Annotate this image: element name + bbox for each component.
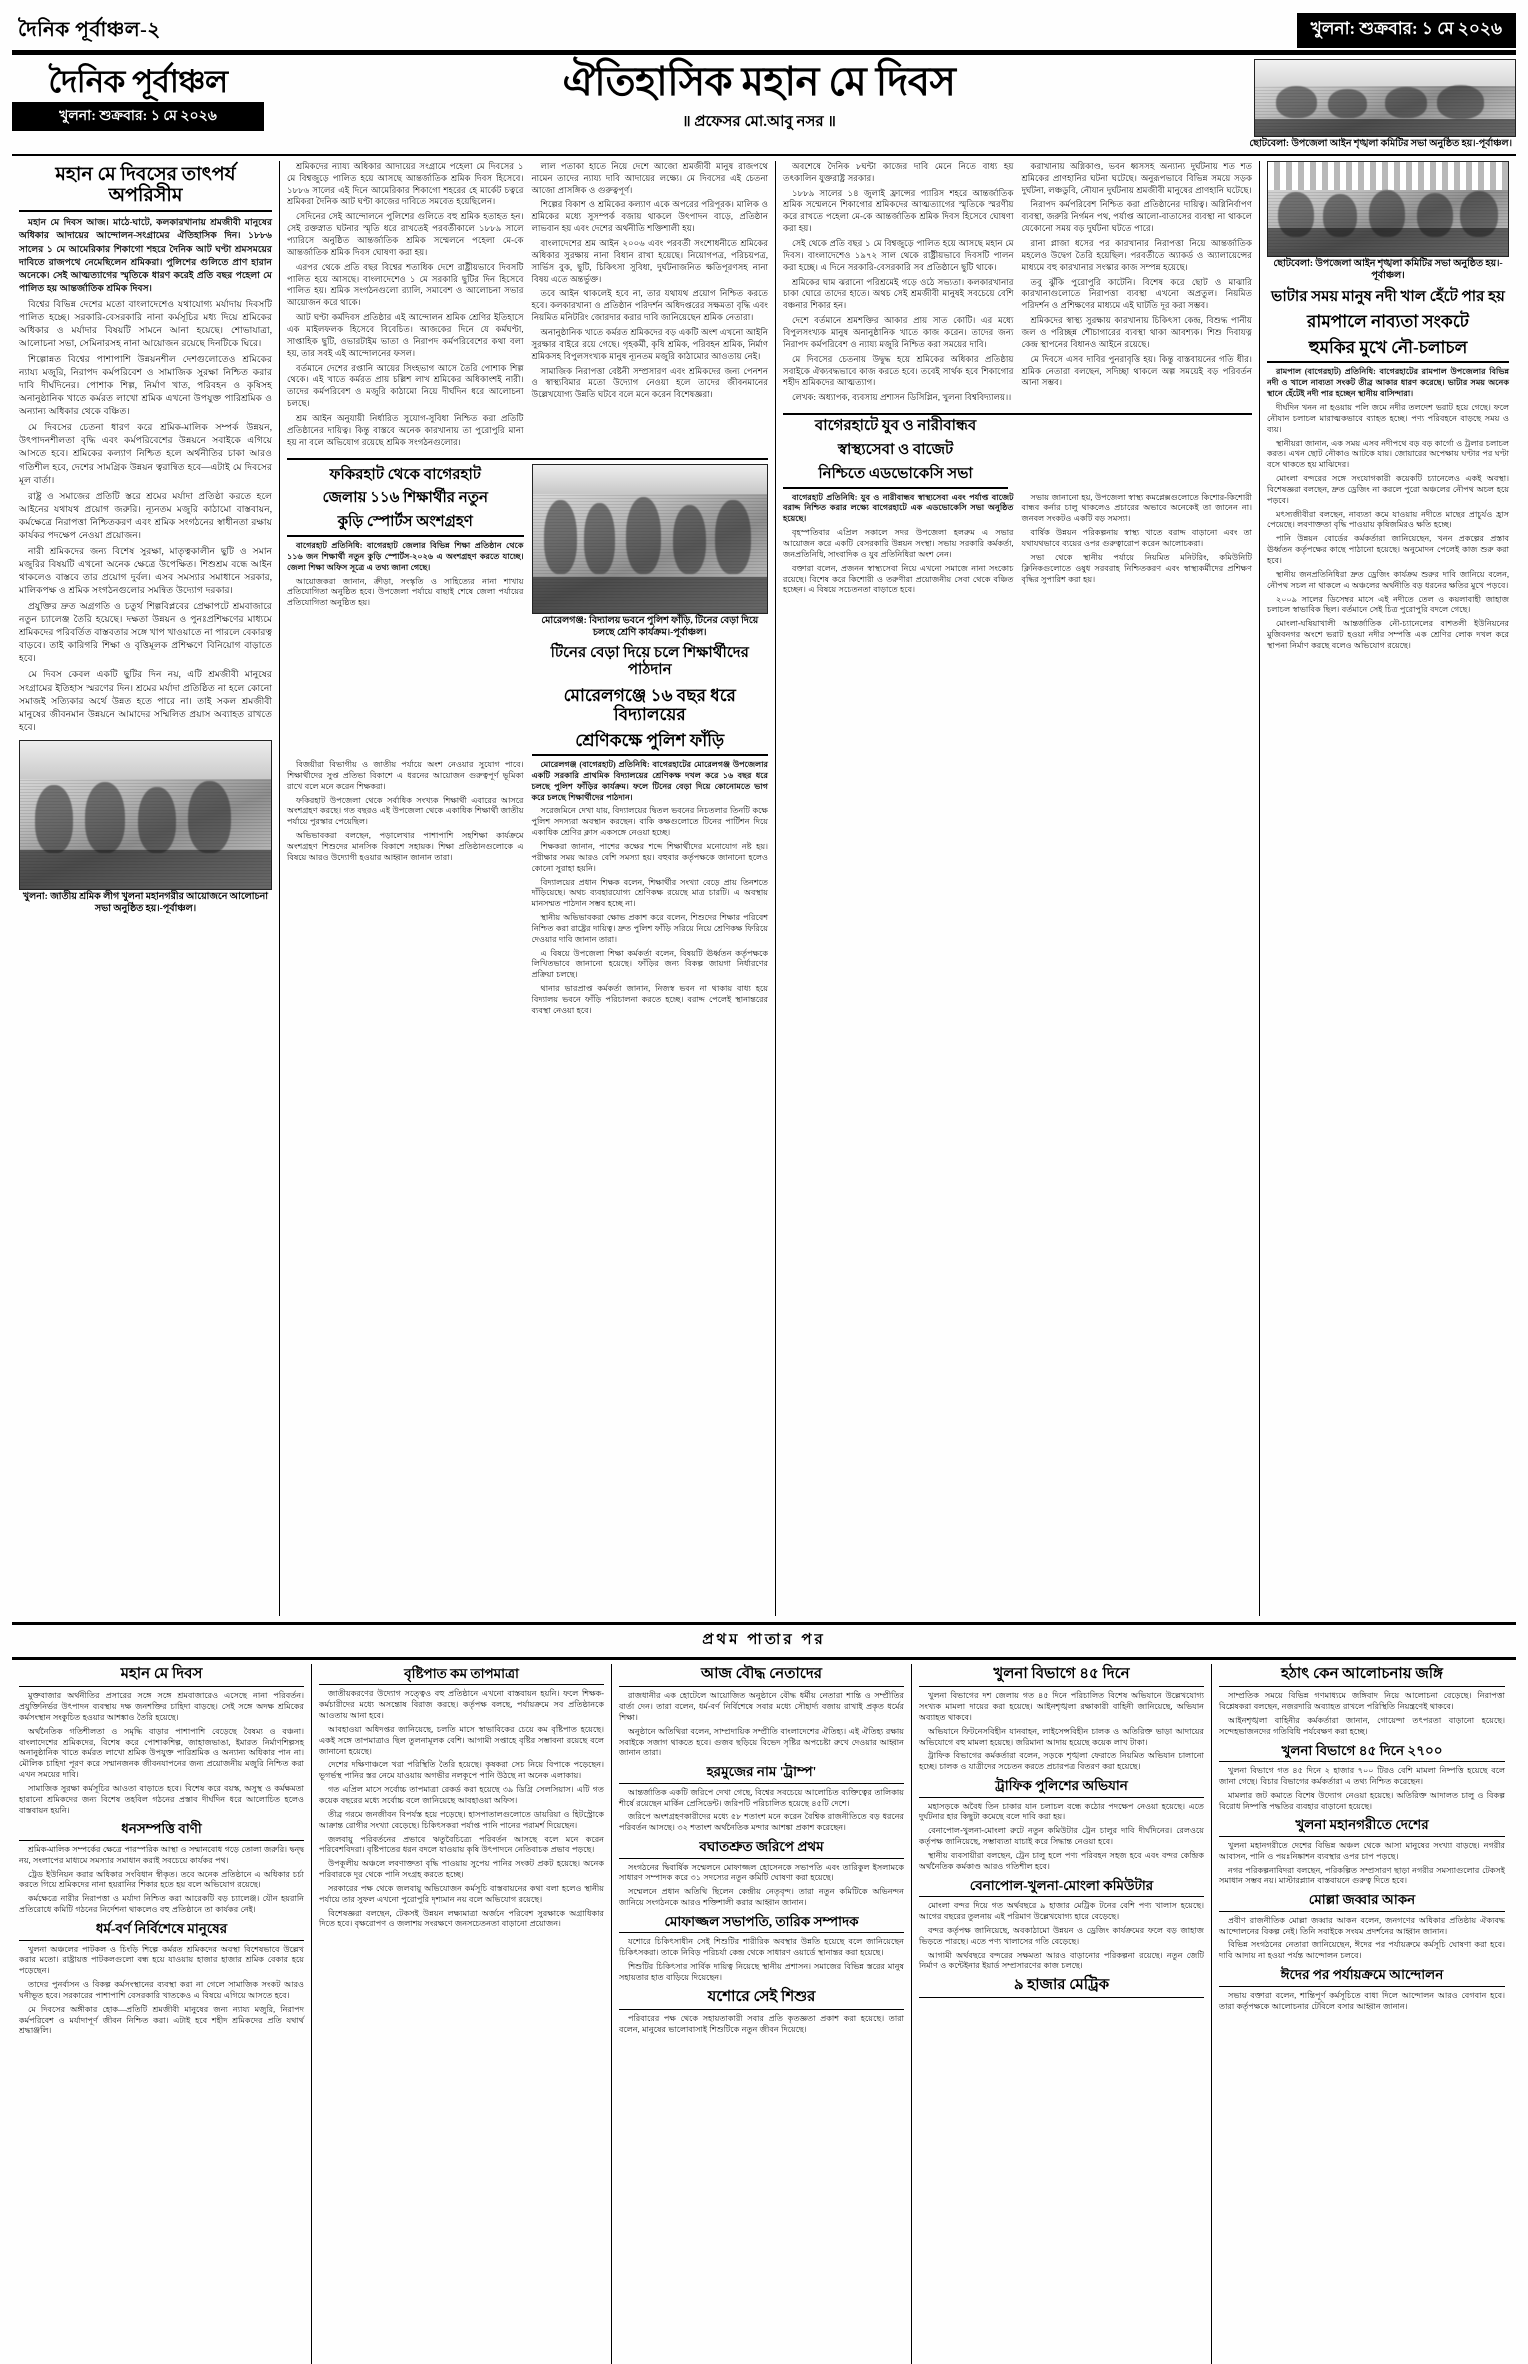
folio-page-label: দৈনিক পূর্বাঞ্চল-২ bbox=[18, 19, 161, 41]
paragraph: সামাজিক সুরক্ষা কর্মসূচির আওতা বাড়াতে হবে। বিশেষ করে বয়স্ক, অসুস্থ ও কর্মক্ষমতা হারানো শ্রমিকদের জন্য বিশেষ তহবিল গঠনের প্রস্তাব দীর্ঘদিন ধরে আলোচিত হলেও বাস্তবায়ন হয়নি। bbox=[19, 1783, 304, 1815]
paragraph: অনানুষ্ঠানিক খাতে কর্মরত শ্রমিকদের বড় একটি অংশ এখনো আইনি সুরক্ষার বাইরে রয়ে গেছে। গৃহকর্মী, কৃষি শ্রমিক, পরিবহন শ্রমিক, নির্মাণ শ্রমিকসহ বিপুলসংখ্যক মানুষ ন্যূনতম মজুরি কাঠামোর আওতায় নেই। bbox=[531, 327, 768, 361]
center-right-subcolumns bbox=[783, 161, 1252, 407]
jump-headline: মোল্লা জব্বার আকন bbox=[1219, 1890, 1505, 1912]
folio-date: খুলনা: শুক্রবার: ১ মে ২০২৬ bbox=[1297, 13, 1516, 48]
paragraph: লেখক: অধ্যাপক, ব্যবসায় প্রশাসন ডিসিপ্লিন, খুলনা বিশ্ববিদ্যালয়।। bbox=[792, 392, 1012, 403]
paragraph: শ্রমিকদের ন্যায্য অধিকার আদায়ের সংগ্রামে পহেলা মে দিবসের ১ মে বিশ্বজুড়ে পালিত হয়ে আসছে আন্তর্জাতিক শ্রমিক দিবস হিসেবে। ১৮৮৬ সালের এই দিনে আমেরিকার শিকাগো শহরের হে মার্কেট চত্বরে শ্রমিকরা দৈনিক আট ঘণ্টা কাজের দাবিতে সমবেত হয়েছিলেন। bbox=[287, 160, 524, 207]
folio-rule bbox=[12, 50, 1516, 55]
right-column-photo-caption: ছোটবেলা: উপজেলা আইন শৃঙ্খলা কমিটির সভা অনুষ্ঠিত হয়।-পূর্বাঞ্চল। bbox=[1273, 258, 1503, 281]
jump-headline: মোফাজ্জল সভাপতি, তারিক সম্পাদক bbox=[619, 1912, 904, 1934]
jump-body bbox=[919, 1901, 1204, 1972]
column-left bbox=[12, 161, 280, 1616]
paragraph: তীব্র গরমে জনজীবন বিপর্যস্ত হয়ে পড়েছে। হাসপাতালগুলোতে ডায়রিয়া ও হিটস্ট্রোকে আক্রান্ত রোগীর সংখ্যা বেড়েছে। চিকিৎসকরা পর্যাপ্ত পানি পানের পরামর্শ দিয়েছেন। bbox=[319, 1809, 604, 1830]
jump-body bbox=[619, 1937, 904, 1983]
jump-grid bbox=[12, 1664, 1516, 2364]
paragraph: সম্মেলনে প্রধান অতিথি ছিলেন কেন্দ্রীয় নেতৃবৃন্দ। তারা নতুন কমিটিকে অভিনন্দন জানিয়ে সংগঠনকে আরও শক্তিশালী করার আহ্বান জানান। bbox=[619, 1887, 904, 1908]
fakirhat-body bbox=[287, 541, 524, 609]
paragraph: খুলনা বিভাগের দশ জেলায় গত ৪৫ দিনে পরিচালিত বিশেষ অভিযানে উল্লেখযোগ্য সংখ্যক মামলা দায়ের করা হয়েছে। আইনশৃঙ্খলা রক্ষাকারী বাহিনী জানিয়েছে, অভিযান অব্যাহত থাকবে। bbox=[919, 1691, 1204, 1722]
jump-headline: ট্রাফিক পুলিশের অভিযান bbox=[919, 1776, 1204, 1798]
paragraph: বেনাপোল-খুলনা-মোংলা রুটে নতুন কমিউটার ট্রেন চালুর দাবি দীর্ঘদিনের। রেলওয়ে কর্তৃপক্ষ জানিয়েছে, সম্ভাব্যতা যাচাই করে সিদ্ধান্ত নেওয়া হবে। bbox=[919, 1826, 1204, 1847]
paragraph: মে দিবস কেবল একটি ছুটির দিন নয়, এটি শ্রমজীবী মানুষের সংগ্রামের ইতিহাস স্মরণের দিন। শ্রমের মর্যাদা প্রতিষ্ঠিত না হলে কোনো সমাজই সত্যিকার অর্থে উন্নত হতে পারে না। তাই সকল শ্রমজীবী মানুষের জীবনমান উন্নয়নে আমাদের সম্মিলিত প্রয়াস অব্যাহত রাখতে হবে। bbox=[19, 669, 272, 732]
jump-headline: যশোরে সেই শিশুর bbox=[619, 1987, 904, 2010]
paragraph: দীর্ঘদিন খনন না হওয়ায় পলি জমে নদীর তলদেশ ভরাট হয়ে গেছে। ফলে নৌযান চলাচল মারাত্মকভাবে ব্যাহত হচ্ছে। পণ্য পরিবহনে বাড়ছে সময় ও ব্যয়। bbox=[1267, 403, 1509, 434]
paragraph: বিশেষজ্ঞরা বলছেন, টেকসই উন্নয়ন লক্ষ্যমাত্রা অর্জনে পরিবেশ সুরক্ষাকে অগ্রাধিকার দিতে হবে। বৃক্ষরোপণ ও জলাশয় সংরক্ষণে জনসচেতনতা বাড়ানো প্রয়োজন। bbox=[319, 1908, 604, 1929]
paragraph: বিশ্বের বিভিন্ন দেশের মতো বাংলাদেশেও যথাযোগ্য মর্যাদায় দিবসটি পালিত হচ্ছে। সরকারি-বেসরকারি নানা কর্মসূচির মধ্য দিয়ে শ্রমিকের অধিকার ও মর্যাদার বিষয়টি সামনে আনা হয়েছে। শোভাযাত্রা, আলোচনা সভা, সেমিনারসহ নানা আয়োজন রয়েছে দিনটিকে ঘিরে। bbox=[19, 298, 272, 348]
paragraph: প্রবীণ রাজনীতিক মোল্লা জব্বার আকন বলেন, জনগণের অধিকার প্রতিষ্ঠায় ঐক্যবদ্ধ আন্দোলনের বিকল্প নেই। তিনি সবাইকে সংযম প্রদর্শনের আহ্বান জানান। bbox=[1219, 1915, 1505, 1936]
paragraph: নগর পরিকল্পনাবিদরা বলছেন, পরিকল্পিত সম্প্রসারণ ছাড়া নগরীর সমস্যাগুলোর টেকসই সমাধান সম্ভব নয়। মাস্টারপ্ল্যান বাস্তবায়নে গুরুত্ব দিতে হবে। bbox=[1219, 1865, 1505, 1886]
paragraph: জরিপে অংশগ্রহণকারীদের মধ্যে ৫৮ শতাংশ মনে করেন বৈশ্বিক রাজনীতিতে বড় ধরনের পরিবর্তন আসছে। ৩২ শতাংশ অর্থনৈতিক মন্দার আশঙ্কা প্রকাশ করেছেন। bbox=[619, 1812, 904, 1833]
paragraph: বন্দর কর্তৃপক্ষ জানিয়েছে, অবকাঠামো উন্নয়ন ও ড্রেজিং কার্যক্রমের ফলে বড় জাহাজ ভিড়তে পারছে। এতে পণ্য খালাসের গতি বেড়েছে। bbox=[919, 1925, 1204, 1946]
masthead-bottom-rule bbox=[12, 154, 1516, 156]
jump-body bbox=[919, 1802, 1204, 1873]
paragraph: সভা থেকে স্থানীয় পর্যায়ে নিয়মিত মনিটরিং, কমিউনিটি ক্লিনিকগুলোতে ওষুধ সরবরাহ নিশ্চিতকরণ এবং স্বাস্থ্যকর্মীদের প্রশিক্ষণ বৃদ্ধির সুপারিশ করা হয়। bbox=[1021, 552, 1252, 584]
paragraph: পানি উন্নয়ন বোর্ডের কর্মকর্তারা জানিয়েছেন, খনন প্রকল্পের প্রস্তাব ঊর্ধ্বতন কর্তৃপক্ষের কাছে পাঠানো হয়েছে। অনুমোদন পেলেই কাজ শুরু করা হবে। bbox=[1267, 534, 1509, 565]
paragraph: রামপাল (বাগেরহাট) প্রতিনিধি: বাগেরহাটের রামপাল উপজেলার বিভিন্ন নদী ও খালে নাব্যতা সংকট তীব্র আকার ধারণ করেছে। ভাটার সময় অনেক স্থানে হেঁটেই নদী পার হচ্ছেন স্থানীয় বাসিন্দারা। bbox=[1267, 367, 1509, 399]
paragraph: বৃহস্পতিবার এপ্রিল সকালে সদর উপজেলা হলরুম এ সভার আয়োজন করে একটি বেসরকারি উন্নয়ন সংস্থা। সভায় সরকারি কর্মকর্তা, জনপ্রতিনিধি, সাংবাদিক ও যুব প্রতিনিধিরা অংশ নেন। bbox=[783, 528, 1014, 559]
paragraph: মে দিবসের চেতনা ধারণ করে শ্রমিক-মালিক সম্পর্ক উন্নয়ন, উৎপাদনশীলতা বৃদ্ধি এবং কর্মপরিবেশের উন্নয়নে সবাইকে এগিয়ে আসতে হবে। শ্রমিকের কল্যাণ নিশ্চিত হলে অর্থনীতির চাকা আরও গতিশীল হবে, দেশের সামগ্রিক উন্নয়ন ত্বরান্বিত হবে—এটাই মে দিবসের মূল বার্তা। bbox=[19, 422, 272, 485]
paragraph: তবে আইন থাকলেই হবে না, তার যথাযথ প্রয়োগ নিশ্চিত করতে হবে। কলকারখানা ও প্রতিষ্ঠান পরিদর্শন অধিদপ্তরের সক্ষমতা বৃদ্ধি এবং নিয়মিত মনিটরিং জোরদার করার দাবি জানিয়েছেন শ্রমিক নেতারা। bbox=[531, 288, 768, 323]
paragraph: আবহাওয়া অধিদপ্তর জানিয়েছে, চলতি মাসে স্বাভাবিকের চেয়ে কম বৃষ্টিপাত হয়েছে। একই সঙ্গে তাপমাত্রাও ছিল তুলনামূলক বেশি। আগামী সপ্তাহে বৃষ্টির সম্ভাবনা রয়েছে বলে জানানো হয়েছে। bbox=[319, 1724, 604, 1756]
tiner-bera-headline-3: শ্রেণিকক্ষে পুলিশ ফাঁড়ি bbox=[532, 728, 769, 756]
bagerhat-youth-body-cols bbox=[783, 493, 1252, 600]
paragraph: ফকিরহাট উপজেলা থেকে সর্বাধিক সংখ্যক শিক্ষার্থী এবারের আসরে অংশগ্রহণ করছে। গত বছরও এই উপজেলা থেকে একাধিক শিক্ষার্থী জাতীয় পর্যায়ে পুরস্কার পেয়েছিল। bbox=[287, 795, 524, 827]
fakirhat-body-continued bbox=[287, 760, 524, 1020]
paragraph: এরপর থেকে প্রতি বছর বিশ্বের শতাধিক দেশে রাষ্ট্রীয়ভাবে দিবসটি পালিত হয়ে আসছে। বাংলাদেশেও ১ মে সরকারি ছুটির দিন হিসেবে পালিত হয়। শ্রমিক সংগঠনগুলো র‍্যালি, সমাবেশ ও আলোচনা সভার আয়োজন করে থাকে। bbox=[287, 261, 524, 308]
main-content bbox=[12, 161, 1516, 1616]
paragraph: সংগঠনের দ্বিবার্ষিক সম্মেলনে মোফাজ্জল হোসেনকে সভাপতি এবং তারিকুল ইসলামকে সাধারণ সম্পাদক করে ৩১ সদস্যের নতুন কমিটি ঘোষণা করা হয়েছে। bbox=[619, 1862, 904, 1883]
paragraph: এ বিষয়ে উপজেলা শিক্ষা কর্মকর্তা বলেন, বিষয়টি ঊর্ধ্বতন কর্তৃপক্ষকে লিখিতভাবে জানানো হয়েছে। ফাঁড়ির জন্য বিকল্প জায়গা নির্ধারণের প্রক্রিয়া চলছে। bbox=[531, 948, 768, 980]
paragraph: তবু ঝুঁকি পুরোপুরি কাটেনি। বিশেষ করে ছোট ও মাঝারি কারখানাগুলোতে নিরাপত্তা ব্যবস্থা এখনো অপ্রতুল। নিয়মিত পরিদর্শন ও প্রশিক্ষণের মাধ্যমে এই ঘাটতি দূর করা সম্ভব। bbox=[1021, 276, 1252, 311]
paragraph: অবশেষে দৈনিক ৮ঘন্টা কাজের দাবি মেনে নিতে বাধ্য হয় তৎকালিন যুক্তরাষ্ট্র সরকার। bbox=[783, 160, 1014, 183]
center-col-b-body bbox=[532, 161, 769, 452]
folio-bar bbox=[12, 14, 1516, 48]
paragraph: ২০০৯ সালের ডিসেম্বর মাসে এই নদীতে তেল ও কয়লাবাহী জাহাজ চলাচল স্বাভাবিক ছিল। বর্তমানে সেই চিত্র পুরোপুরি বদলে গেছে। bbox=[1267, 594, 1509, 615]
jump-body bbox=[1219, 1841, 1505, 1887]
left-column-body bbox=[19, 216, 272, 733]
paragraph: কর্মক্ষেত্রে নারীর নিরাপত্তা ও মর্যাদা নিশ্চিত করা আরেকটি বড় চ্যালেঞ্জ। যৌন হয়রানি প্রতিরোধে কমিটি গঠনের নির্দেশনা থাকলেও বহু প্রতিষ্ঠানে তা কার্যকর নেই। bbox=[19, 1894, 304, 1915]
paragraph: মে দিবসের অঙ্গীকার হোক—প্রতিটি শ্রমজীবী মানুষের জন্য ন্যায্য মজুরি, নিরাপদ কর্মপরিবেশ ও মর্যাদাপূর্ণ জীবন নিশ্চিত করা। এটাই হবে শহীদ শ্রমিকদের প্রতি যথার্থ শ্রদ্ধাঞ্জলি। bbox=[19, 2004, 304, 2036]
paragraph: দেশের দক্ষিণাঞ্চলে খরা পরিস্থিতি তৈরি হয়েছে। কৃষকরা সেচ নিয়ে বিপাকে পড়েছেন। ভূগর্ভস্থ পানির স্তর নেমে যাওয়ায় অগভীর নলকূপে পানি উঠছে না অনেক এলাকায়। bbox=[319, 1760, 604, 1781]
paragraph: শ্রম আইন অনুযায়ী নির্ধারিত সুযোগ-সুবিধা নিশ্চিত করা প্রতিটি প্রতিষ্ঠানের দায়িত্ব। কিন্তু বাস্তবে অনেক কারখানায় তা পুরোপুরি মানা হয় না বলে অভিযোগ রয়েছে শ্রমিক সংগঠনগুলোর। bbox=[287, 413, 524, 447]
jump-column-1 bbox=[12, 1664, 312, 2364]
jump-body bbox=[319, 1689, 604, 1930]
paragraph: ট্রাফিক বিভাগের কর্মকর্তারা বলেন, সড়কে শৃঙ্খলা ফেরাতে নিয়মিত অভিযান চালানো হচ্ছে। চালক ও যাত্রীদের সচেতন করতে প্রচারপত্র বিতরণ করা হয়েছে। bbox=[919, 1751, 1204, 1772]
paragraph: শ্রমিকদের স্বাস্থ্য সুরক্ষায় কারখানায় চিকিৎসা কেন্দ্র, বিশুদ্ধ পানীয় জল ও পরিচ্ছন্ন শৌচাগারের ব্যবস্থা থাকা আবশ্যক। শিশু দিবাযত্ন কেন্দ্র স্থাপনের বিধানও আইনে রয়েছে। bbox=[1021, 315, 1252, 349]
center-lower-continued bbox=[287, 760, 768, 1020]
fakirhat-box-rule bbox=[287, 458, 768, 460]
masthead-logo-block bbox=[12, 59, 264, 137]
paragraph: সভায় বক্তারা বলেন, শান্তিপূর্ণ কর্মসূচিতে বাধা দিলে আন্দোলন আরও বেগবান হবে। তারা কর্তৃপক্ষকে আলোচনার টেবিলে বসার আহ্বান জানান। bbox=[1219, 1990, 1505, 2011]
paragraph: মোংলা বন্দরের সঙ্গে সংযোগকারী কয়েকটি চ্যানেলেও একই অবস্থা। বিশেষজ্ঞরা বলছেন, দ্রুত ড্রেজিং না করলে পুরো অঞ্চলের নৌপথ অচল হয়ে পড়বে। bbox=[1267, 474, 1509, 505]
column-center-left bbox=[280, 161, 776, 1616]
paragraph: নিরাপদ কর্মপরিবেশ নিশ্চিত করা প্রতিষ্ঠানের দায়িত্ব। অগ্নিনির্বাপণ ব্যবস্থা, জরুরি নির্গমন পথ, পর্যাপ্ত আলো-বাতাসের ব্যবস্থা না থাকলে যেকোনো সময় বড় দুর্ঘটনা ঘটতে পারে। bbox=[1021, 199, 1252, 234]
paragraph: শ্রমিকের ঘাম ঝরানো পরিশ্রমেই গড়ে ওঠে সভ্যতা। কলকারখানার চাকা ঘোরে তাদের হাতে। অথচ সেই শ্রমজীবী মানুষই সবচেয়ে বেশি বঞ্চনার শিকার হন। bbox=[783, 276, 1014, 311]
jump-headline: বৃষ্টিপাত কম তাপমাত্রা bbox=[319, 1664, 604, 1686]
lead-byline: ॥ প্রফেসর মো.আবু নসর ॥ bbox=[682, 114, 836, 130]
jump-headline: খুলনা মহানগরীতে দেশের bbox=[1219, 1815, 1505, 1837]
masthead-lead-headline-block bbox=[272, 59, 1246, 137]
paragraph: সেই থেকে প্রতি বছর ১ মে বিশ্বজুড়ে পালিত হয়ে আসছে মহান মে দিবস। বাংলাদেশেও ১৯৭২ সাল থেকে রাষ্ট্রীয়ভাবে দিবসটি পালন করা হচ্ছে। এ দিনে সরকারি-বেসরকারি সব প্রতিষ্ঠানে ছুটি থাকে। bbox=[783, 238, 1014, 272]
paragraph: অনুষ্ঠানে অতিথিরা বলেন, সাম্প্রদায়িক সম্প্রীতি বাংলাদেশের ঐতিহ্য। এই ঐতিহ্য রক্ষায় সবাইকে সজাগ থাকতে হবে। গুজব ছড়িয়ে বিভেদ সৃষ্টির অপচেষ্টা রুখে দেওয়ার আহ্বান জানান তারা। bbox=[619, 1726, 904, 1758]
paragraph: ট্রেড ইউনিয়ন করার অধিকার সংবিধান স্বীকৃত। তবে অনেক প্রতিষ্ঠানে এ অধিকার চর্চা করতে গিয়ে শ্রমিকদের নানা হয়রানির শিকার হতে হয় বলে অভিযোগ রয়েছে। bbox=[19, 1869, 304, 1890]
paragraph: মুক্তবাজার অর্থনীতির প্রসারের সঙ্গে সঙ্গে শ্রমবাজারেও এসেছে নানা পরিবর্তন। প্রযুক্তিনির্ভর উৎপাদন ব্যবস্থায় দক্ষ জনশক্তির চাহিদা বাড়ছে। সেই সঙ্গে অদক্ষ শ্রমিকের কর্মসংস্থান সংকুচিত হওয়ার আশঙ্কাও তৈরি হয়েছে। bbox=[19, 1691, 304, 1722]
jump-column-5 bbox=[1212, 1664, 1512, 2364]
right-column-photo bbox=[1267, 161, 1509, 257]
jump-band bbox=[12, 1622, 1516, 1660]
center-lower-boxes bbox=[287, 464, 768, 760]
paragraph: মোংলা-ঘষিয়াখালী আন্তর্জাতিক নৌ-চ্যানেলের বাশতলী ইউনিয়নের মুজিবনগর অংশে ভরাট হওয়া নদীর সম্পত্তি এক শ্রেণির লোক দখল করে স্থাপনা নির্মাণ করছে বলেও অভিযোগ রয়েছে। bbox=[1267, 619, 1509, 650]
jump-body bbox=[619, 1863, 904, 1909]
tiner-bera-photo-caption: মোরেলগঞ্জ: বিদ্যালয় ভবনে পুলিশ ফাঁড়ি, টিনের বেড়া দিয়ে চলছে শ্রেণি কার্যক্রম।-পূর্বাঞ্চল। bbox=[541, 615, 759, 638]
paragraph: রাজধানীর এক হোটেলে আয়োজিত অনুষ্ঠানে বৌদ্ধ ধর্মীয় নেতারা শান্তি ও সম্প্রীতির বার্তা দেন। তারা বলেন, ধর্ম-বর্ণ নির্বিশেষে সবার মধ্যে সৌহার্দ্য বজায় রাখাই প্রকৃত ধর্মের শিক্ষা। bbox=[619, 1691, 904, 1722]
paragraph: শিল্পোন্নত বিশ্বের পাশাপাশি উন্নয়নশীল দেশগুলোতেও শ্রমিকের ন্যায্য মজুরি, নিরাপদ কর্মপরিবেশ ও সামাজিক সুরক্ষা নিশ্চিত করার দাবি দীর্ঘদিনের। পোশাক শিল্প, নির্মাণ খাত, পরিবহন ও কৃষিসহ অনানুষ্ঠানিক খাতে কর্মরত লাখো শ্রমিক এখনো উপযুক্ত পারিশ্রমিক ও অন্যান্য অধিকার থেকে বঞ্চিত। bbox=[19, 354, 272, 417]
paragraph: বাংলাদেশের শ্রম আইন ২০০৬ এবং পরবর্তী সংশোধনীতে শ্রমিকের অধিকার সুরক্ষায় নানা বিধান রাখা হয়েছে। নিয়োগপত্র, পরিচয়পত্র, সার্ভিস বুক, ছুটি, চিকিৎসা সুবিধা, দুর্ঘটনাজনিত ক্ষতিপূরণসহ নানা বিষয় এতে অন্তর্ভুক্ত। bbox=[531, 238, 768, 284]
jump-headline: ঈদের পর পর্যায়ক্রমে আন্দোলন bbox=[1219, 1965, 1505, 1987]
jump-headline: ধনসম্পত্তি বাণী bbox=[19, 1819, 304, 1841]
paragraph: বার্ষিক উন্নয়ন পরিকল্পনায় স্বাস্থ্য খাতে বরাদ্দ বাড়ানো এবং তা যথাযথভাবে ব্যয়ের ওপর গুরুত্বারোপ করেন আলোচকরা। bbox=[1021, 528, 1252, 548]
jump-headline: মহান মে দিবস bbox=[19, 1664, 304, 1687]
paragraph: আয়োজকরা জানান, ক্রীড়া, সংস্কৃতি ও সাহিত্যের নানা শাখায় প্রতিযোগিতা অনুষ্ঠিত হবে। উপজেলা পর্যায়ে বাছাই শেষে জেলা পর্যায়ের প্রতিযোগিতা অনুষ্ঠিত হয়। bbox=[287, 576, 524, 608]
paragraph: শ্রমিক-মালিক সম্পর্কের ক্ষেত্রে পারস্পরিক আস্থা ও সম্মানবোধ গড়ে তোলা জরুরি। দ্বন্দ্ব নয়, সংলাপের মাধ্যমে সমস্যার সমাধান করাই সবচেয়ে কার্যকর পথ। bbox=[19, 1844, 304, 1865]
paragraph: খুলনা মহানগরীতে দেশের বিভিন্ন অঞ্চল থেকে আসা মানুষের সংখ্যা বাড়ছে। নগরীর আবাসন, পানি ও পয়ঃনিষ্কাশন ব্যবস্থার ওপর চাপ পড়ছে। bbox=[1219, 1840, 1505, 1861]
paragraph: ১৮৮৯ সালের ১৪ জুলাই ফ্রান্সের প্যারিস শহরে আন্তর্জাতিক শ্রমিক সম্মেলনে শিকাগোর শ্রমিকদের আত্মত্যাগের স্মৃতিকে স্মরণীয় করে রাখতে পহেলা মে-কে আন্তর্জাতিক শ্রমিক দিবস হিসেবে ঘোষণা করা হয়। bbox=[783, 187, 1014, 234]
paragraph: থানার ভারপ্রাপ্ত কর্মকর্তা জানান, নিজস্ব ভবন না থাকায় বাধ্য হয়ে বিদ্যালয় ভবনে ফাঁড়ি পরিচালনা করতে হচ্ছে। বরাদ্দ পেলেই স্থানান্তরের ব্যবস্থা নেওয়া হবে। bbox=[531, 984, 768, 1015]
paragraph: স্থানীয় ব্যবসায়ীরা বলছেন, ট্রেন চালু হলে পণ্য পরিবহন সহজ হবে এবং বন্দর কেন্দ্রিক অর্থনৈতিক কর্মকাণ্ড আরও গতিশীল হবে। bbox=[919, 1850, 1204, 1871]
paragraph: মোরেলগঞ্জ (বাগেরহাট) প্রতিনিধি: বাগেরহাটের মোরেলগঞ্জ উপজেলার একটি সরকারি প্রাথমিক বিদ্যালয়ের শ্রেণিকক্ষ দখল করে ১৬ বছর ধরে চলছে পুলিশ ফাঁড়ির কার্যক্রম। ফলে টিনের বেড়া দিয়ে কোনোমতে ভাগ করে চলছে শিক্ষার্থীদের পাঠদান। bbox=[531, 760, 768, 802]
paragraph: রানা প্লাজা ধসের পর কারখানার নিরাপত্তা নিয়ে আন্তর্জাতিক মহলেও উদ্বেগ তৈরি হয়েছিল। পরবর্তীতে অ্যাকর্ড ও অ্যালায়েন্সের মাধ্যমে বহু কারখানার সংস্কার কাজ সম্পন্ন হয়েছে। bbox=[1021, 238, 1252, 272]
paragraph: অভিভাবকরা বলছেন, পড়ালেখার পাশাপাশি সহশিক্ষা কার্যক্রমে অংশগ্রহণ শিশুদের মানসিক বিকাশে সহায়ক। শিক্ষা প্রতিষ্ঠানগুলোকে এ বিষয়ে আরও উদ্যোগী হওয়ার আহ্বান জানান তারা। bbox=[287, 831, 524, 862]
bagerhat-youth-headline-2: স্বাস্থ্যসেবা ও বাজেট bbox=[837, 442, 954, 458]
jump-body bbox=[919, 1691, 1204, 1773]
masthead-photo-caption: ছোটবেলা: উপজেলা আইন শৃঙ্খলা কমিটির সভা অনুষ্ঠিত হয়।-পূর্বাঞ্চল। bbox=[1249, 139, 1512, 149]
column-right bbox=[1260, 161, 1516, 1616]
jump-headline: আজ বৌদ্ধ নেতাদের bbox=[619, 1664, 904, 1687]
paragraph: বাগেরহাট প্রতিনিধি: যুব ও নারীবান্ধব স্বাস্থ্যসেবা এবং পর্যাপ্ত বাজেট বরাদ্দ নিশ্চিত করার লক্ষ্যে বাগেরহাটে এক এডভোকেসি সভা অনুষ্ঠিত হয়েছে। bbox=[783, 492, 1014, 524]
tiner-bera-headline-1: টিনের বেড়া দিয়ে চলে শিক্ষার্থীদের পাঠদান bbox=[550, 645, 749, 679]
rampal-kicker: ভাটার সময় মানুষ নদী খাল হেঁটে পার হয় bbox=[1271, 288, 1505, 305]
paragraph: মৎস্যজীবীরা বলছেন, নাব্যতা কমে যাওয়ায় নদীতে মাছের প্রাচুর্যও হ্রাস পেয়েছে। লবণাক্ততা বৃদ্ধি পাওয়ায় কৃষিজমিরও ক্ষতি হচ্ছে। bbox=[1267, 509, 1509, 530]
rampal-headline-2: হুমকির মুখে নৌ-চলাচল bbox=[1267, 335, 1509, 363]
jump-body bbox=[19, 1945, 304, 2038]
paragraph: স্থানীয়রা জানান, এক সময় এসব নদীপথে বড় বড় কার্গো ও ট্রলার চলাচল করত। এখন ছোট নৌকাও আটকে যায়। জোয়ারের অপেক্ষায় ঘণ্টার পর ঘণ্টা বসে থাকতে হয় মাঝিদের। bbox=[1267, 438, 1509, 470]
paragraph: মামলার জট কমাতে বিশেষ উদ্যোগ নেওয়া হয়েছে। অতিরিক্ত আদালত চালু ও বিকল্প বিরোধ নিষ্পত্তি পদ্ধতির ব্যবহার বাড়ানো হয়েছে। bbox=[1219, 1790, 1505, 1811]
paragraph: খুলনা অঞ্চলের পাটকল ও চিংড়ি শিল্পে কর্মরত শ্রমিকদের অবস্থা বিশেষভাবে উল্লেখ করার মতো। রাষ্ট্রায়ত্ত পাটকলগুলো বন্ধ হয়ে যাওয়ায় হাজার হাজার শ্রমিক বেকার হয়ে পড়েছেন। bbox=[19, 1944, 304, 1976]
left-column-headline: মহান মে দিবসের তাৎপর্য অপরিসীম bbox=[19, 161, 272, 213]
jump-body bbox=[19, 1691, 304, 1816]
center-col-c-body bbox=[783, 161, 1014, 407]
masthead-paper-name: দৈনিক পূর্বাঞ্চল bbox=[48, 63, 228, 99]
paragraph: শিক্ষকরা জানান, পাশের কক্ষের শব্দে শিক্ষার্থীদের মনোযোগ নষ্ট হয়। পরীক্ষার সময় আরও বেশি সমস্যা হয়। বহুবার কর্তৃপক্ষকে জানানো হলেও কোনো সুরাহা হয়নি। bbox=[531, 841, 768, 873]
bagerhat-youth-body bbox=[783, 493, 1014, 600]
paragraph: অর্থনৈতিক গতিশীলতা ও সমৃদ্ধি বাড়ার পাশাপাশি বেড়েছে বৈষম্য ও বঞ্চনা। বাংলাদেশের শ্রমিকদের, বিশেষ করে পোশাকশিল্প, জাহাজভাঙা, ইমারত নির্মাণশিল্পসহ অনানুষ্ঠানিক খাতে কর্মরত লাখো শ্রমিক উপযুক্ত পারিশ্রমিক ও অন্যান্য অধিকার পান না। মৌলিক চাহিদা পূরণ করে সম্মানজনক জীবনযাপনের জন্য প্রয়োজনীয় মজুরি নিশ্চিত করা এখন সময়ের দাবি। bbox=[19, 1726, 304, 1780]
jump-column-3 bbox=[612, 1664, 912, 2364]
fakirhat-headline-2: জেলায় ১১৬ শিক্ষার্থীর নতুন bbox=[322, 490, 488, 507]
paragraph: আগামী অর্থবছরে বন্দরের সক্ষমতা আরও বাড়ানোর পরিকল্পনা রয়েছে। নতুন জেটি নির্মাণ ও কন্টেইনার ইয়ার্ড সম্প্রসারণের কাজ চলছে। bbox=[919, 1950, 1204, 1971]
paragraph: নারী শ্রমিকদের জন্য বিশেষ সুরক্ষা, মাতৃত্বকালীন ছুটি ও সমান মজুরির বিষয়টি এখনো অনেক ক্ষেত্রে উপেক্ষিত। শিশুশ্রম বন্ধে আইন থাকলেও বাস্তবে তার প্রয়োগ দুর্বল। এসব সমস্যার সমাধানে সরকার, মালিকপক্ষ ও শ্রমিক সংগঠনগুলোর সমন্বিত উদ্যোগ দরকার। bbox=[19, 545, 272, 596]
paragraph: মহাসড়কে অবৈধ তিন চাকার যান চলাচল বন্ধে কঠোর পদক্ষেপ নেওয়া হয়েছে। এতে দুর্ঘটনার হার কিছুটা কমেছে বলে দাবি করা হয়। bbox=[919, 1801, 1204, 1822]
story-tiner-bera bbox=[532, 464, 769, 760]
left-column-photo bbox=[19, 740, 272, 890]
paragraph: বিদ্যালয়ের প্রধান শিক্ষক বলেন, শিক্ষার্থীর সংখ্যা বেড়ে প্রায় তিনশতে দাঁড়িয়েছে। অথচ ব্যবহারযোগ্য শ্রেণিকক্ষ রয়েছে মাত্র চারটি। এ অবস্থায় মানসম্মত পাঠদান সম্ভব হচ্ছে না। bbox=[531, 877, 768, 909]
paragraph: সামাজিক নিরাপত্তা বেষ্টনী সম্প্রসারণ এবং শ্রমিকদের জন্য পেনশন ও স্বাস্থ্যবিমার মতো উদ্যোগ নেওয়া হলে তাদের জীবনমানের উল্লেখযোগ্য উন্নতি ঘটবে বলে মনে করেন বিশেষজ্ঞরা। bbox=[531, 365, 768, 400]
paragraph: সরকারের পক্ষ থেকে জলবায়ু অভিযোজন কর্মসূচি বাস্তবায়নের কথা বলা হলেও স্থানীয় পর্যায়ে তার সুফল এখনো পুরোপুরি দৃশ্যমান নয় বলে অভিযোগ রয়েছে। bbox=[319, 1883, 604, 1904]
jump-body bbox=[1219, 1766, 1505, 1812]
paragraph: বিজয়ীরা বিভাগীয় ও জাতীয় পর্যায়ে অংশ নেওয়ার সুযোগ পাবে। শিক্ষার্থীদের সুপ্ত প্রতিভা বিকাশে এ ধরনের আয়োজন গুরুত্বপূর্ণ ভূমিকা রাখে বলে মনে করেন শিক্ষকরা। bbox=[287, 760, 524, 791]
story-bagerhat-youth bbox=[783, 415, 1008, 488]
paragraph: যশোরে চিকিৎসাধীন সেই শিশুটির শারীরিক অবস্থার উন্নতি হয়েছে বলে জানিয়েছেন চিকিৎসকরা। তাকে নিবিড় পরিচর্যা কেন্দ্র থেকে সাধারণ ওয়ার্ডে স্থানান্তর করা হয়েছে। bbox=[619, 1937, 904, 1958]
center-left-subcolumns bbox=[287, 161, 768, 452]
center-col-a-body bbox=[287, 161, 524, 452]
paragraph: আইনশৃঙ্খলা বাহিনীর কর্মকর্তারা জানান, গোয়েন্দা তৎপরতা বাড়ানো হয়েছে। সন্দেহভাজনদের গতিবিধি পর্যবেক্ষণ করা হচ্ছে। bbox=[1219, 1715, 1505, 1736]
jump-headline: ৯ হাজার মেট্রিক bbox=[919, 1975, 1204, 1998]
paragraph: মে দিবসে এসব দাবির পুনরাবৃত্তি হয়। কিন্তু বাস্তবায়নের গতি ধীর। শ্রমিক নেতারা বলছেন, সদিচ্ছা থাকলে অল্প সময়েই বড় পরিবর্তন আনা সম্ভব। bbox=[1021, 353, 1252, 388]
masthead-datebar: খুলনা: শুক্রবার: ১ মে ২০২৬ bbox=[12, 102, 264, 131]
paragraph: শিল্পের বিকাশ ও শ্রমিকের কল্যাণ একে অপরের পরিপূরক। মালিক ও শ্রমিকের মধ্যে সুসম্পর্ক বজায় থাকলে উৎপাদন বাড়ে, প্রতিষ্ঠান লাভবান হয় এবং দেশের অর্থনীতি শক্তিশালী হয়। bbox=[531, 199, 768, 234]
paragraph: গত এপ্রিল মাসে সর্বোচ্চ তাপমাত্রা রেকর্ড করা হয়েছে ৩৯ ডিগ্রি সেলসিয়াস। এটি গত কয়েক বছরের মধ্যে সর্বোচ্চ বলে জানিয়েছে আবহাওয়া অফিস। bbox=[319, 1785, 604, 1805]
jump-headline: বঘাতশ্রুত জরিপে প্রথম bbox=[619, 1837, 904, 1859]
jump-body bbox=[1219, 1916, 1505, 1962]
paragraph: সভায় জানানো হয়, উপজেলা স্বাস্থ্য কমপ্লেক্সগুলোতে কিশোর-কিশোরী বান্ধব কর্নার চালু থাকলেও প্রচারের অভাবে অনেকেই তা জানেন না। জনবল সংকটও একটি বড় সমস্যা। bbox=[1021, 492, 1252, 524]
jump-headline: খুলনা বিভাগে ৪৫ দিনে bbox=[919, 1664, 1204, 1687]
paragraph: দেশে বর্তমানে শ্রমশক্তির আকার প্রায় সাত কোটি। এর মধ্যে বিপুলসংখ্যক মানুষ অনানুষ্ঠানিক খাতে কাজ করেন। তাদের জন্য নিরাপদ কর্মপরিবেশ ও ন্যায্য মজুরি নিশ্চিত করা সময়ের দাবি। bbox=[783, 315, 1014, 349]
paragraph: বর্তমানে দেশের রপ্তানি আয়ের সিংহভাগ আসে তৈরি পোশাক শিল্প থেকে। এই খাতে কর্মরত প্রায় চল্লিশ লাখ শ্রমিকের অধিকাংশই নারী। তাদের কর্মপরিবেশ ও মজুরি কাঠামো নিয়ে দীর্ঘদিন ধরে আলোচনা চলছে। bbox=[287, 362, 524, 409]
paragraph: রাষ্ট্র ও সমাজের প্রতিটি স্তরে শ্রমের মর্যাদা প্রতিষ্ঠা করতে হলে আইনের যথাযথ প্রয়োগ জরুরি। ন্যূনতম মজুরি কাঠামো বাস্তবায়ন, কর্মক্ষেত্রে নিরাপত্তা নিশ্চিতকরণ এবং শ্রমিক সংগঠনের স্বাধীনতা রক্ষায় কার্যকর পদক্ষেপ নেওয়া প্রয়োজন। bbox=[19, 490, 272, 540]
jump-body bbox=[1219, 1991, 1505, 2013]
masthead-photo bbox=[1254, 59, 1516, 137]
bagerhat-youth-body-continued bbox=[1022, 493, 1253, 600]
tiner-bera-photo bbox=[532, 464, 769, 614]
column-center-right bbox=[776, 161, 1260, 1616]
paragraph: জাতীয়করণের উদ্যোগ সত্ত্বেও বহু প্রতিষ্ঠানে এখনো বাস্তবায়ন হয়নি। ফলে শিক্ষক-কর্মচারীদের মধ্যে অসন্তোষ বিরাজ করছে। কর্তৃপক্ষ বলছে, পর্যায়ক্রমে সব প্রতিষ্ঠানকে আওতায় আনা হবে। bbox=[319, 1689, 604, 1721]
left-column-photo-caption: খুলনা: জাতীয় শ্রমিক লীগ খুলনা মহানগরীর আয়োজনে আলোচনা সভা অনুষ্ঠিত হয়।-পূর্বাঞ্চল। bbox=[22, 891, 269, 914]
paragraph: আট ঘণ্টা কর্মদিবস প্রতিষ্ঠার এই আন্দোলন শ্রমিক শ্রেণির ইতিহাসে এক মাইলফলক হিসেবে বিবেচিত। আজকের দিনে যে কর্মঘণ্টা, সাপ্তাহিক ছুটি, ওভারটাইম ভাতা ও নিরাপদ কর্মপরিবেশের কথা বলা হয়, তার সবই এই আন্দোলনের ফসল। bbox=[287, 312, 524, 358]
jump-column-2 bbox=[312, 1664, 612, 2364]
paragraph: মোংলা বন্দর দিয়ে গত অর্থবছরে ৯ হাজার মেট্রিক টনের বেশি পণ্য খালাস হয়েছে। আগের বছরের তুলনায় এই পরিমাণ উল্লেখযোগ্য হারে বেড়েছে। bbox=[919, 1901, 1204, 1921]
bagerhat-youth-headline-1: বাগেরহাটে যুব ও নারীবান্ধব bbox=[814, 418, 977, 435]
paragraph: সাম্প্রতিক সময়ে বিভিন্ন গণমাধ্যমে জঙ্গিবাদ নিয়ে আলোচনা বেড়েছে। নিরাপত্তা বিশ্লেষকরা বলছেন, নজরদারি অব্যাহত রাখলে পরিস্থিতি নিয়ন্ত্রণেই থাকবে। bbox=[1219, 1691, 1505, 1711]
paragraph: পরিবারের পক্ষ থেকে সহায়তাকারী সবার প্রতি কৃতজ্ঞতা প্রকাশ করা হয়েছে। তারা বলেন, মানুষের ভালোবাসাই শিশুটিকে নতুন জীবন দিয়েছে। bbox=[619, 2014, 904, 2034]
center-col-d-body bbox=[1022, 161, 1253, 407]
paragraph: আন্তর্জাতিক একটি জরিপে দেখা গেছে, বিশ্বের সবচেয়ে আলোচিত ব্যক্তিত্বের তালিকায় শীর্ষে রয়েছেন মার্কিন প্রেসিডেন্ট। জরিপটি পরিচালিত হয়েছে ৪৫টি দেশে। bbox=[619, 1787, 904, 1808]
rampal-body bbox=[1267, 367, 1509, 651]
paragraph: শিশুটির চিকিৎসার সার্বিক দায়িত্ব নিয়েছে স্থানীয় প্রশাসন। সমাজের বিভিন্ন স্তরের মানুষ সহায়তার হাত বাড়িয়ে দিয়েছেন। bbox=[619, 1962, 904, 1983]
jump-section-title: প্রথম পাতার পর bbox=[702, 1631, 826, 1648]
jump-headline: বেনাপোল-খুলনা-মোংলা কমিউটার bbox=[919, 1876, 1204, 1898]
jump-body bbox=[619, 1788, 904, 1834]
rampal-headline-1: রামপালে নাব্যতা সংকটে bbox=[1307, 312, 1469, 332]
paragraph: বিভিন্ন সংগঠনের নেতারা জানিয়েছেন, ঈদের পর পর্যায়ক্রমে কর্মসূচি ঘোষণা করা হবে। দাবি আদায় না হওয়া পর্যন্ত আন্দোলন চলবে। bbox=[1219, 1940, 1505, 1961]
paragraph: বক্তারা বলেন, প্রজনন স্বাস্থ্যসেবা নিয়ে এখনো সমাজে নানা সংকোচ রয়েছে। বিশেষ করে কিশোরী ও তরুণীরা প্রয়োজনীয় সেবা থেকে বঞ্চিত হচ্ছেন। এ বিষয়ে সচেতনতা বাড়াতে হবে। bbox=[783, 563, 1014, 595]
jump-headline: ধর্ম-বর্ণ নির্বিশেষে মানুষের bbox=[19, 1919, 304, 1941]
jump-body bbox=[619, 1691, 904, 1759]
paragraph: মহান মে দিবস আজ। মাঠে-ঘাটে, কলকারখানায় শ্রমজীবী মানুষের অধিকার আদায়ের আন্দোলন-সংগ্রামের ঐতিহাসিক দিন। ১৮৮৬ সালের ১ মে আমেরিকার শিকাগো শহরে দৈনিক আট ঘণ্টা শ্রমসময়ের দাবিতে রাজপথে নেমেছিলেন শ্রমিকরা। পুলিশের গুলিতে প্রাণ হারান অনেকে। সেই আত্মত্যাগের স্মৃতিকে ধারণ করেই প্রতি বছর পহেলা মে পালিত হয় আন্তর্জাতিক শ্রমিক দিবস। bbox=[19, 217, 272, 293]
paragraph: সেদিনের সেই আন্দোলনে পুলিশের গুলিতে বহু শ্রমিক হতাহত হন। সেই রক্তস্নাত ঘটনার স্মৃতি ধরে রাখতেই পরবর্তীকালে ১৮৮৯ সালে প্যারিসে অনুষ্ঠিত আন্তর্জাতিক শ্রমিক সম্মেলনে পহেলা মে-কে আন্তর্জাতিক শ্রমিক দিবস ঘোষণা করা হয়। bbox=[287, 211, 524, 257]
paragraph: স্থানীয় জনপ্রতিনিধিরা দ্রুত ড্রেজিং কার্যক্রম শুরুর দাবি জানিয়ে বলেন, নৌপথ সচল না থাকলে এ অঞ্চলের অর্থনীতি বড় ধরনের ক্ষতির মুখে পড়বে। bbox=[1267, 569, 1509, 590]
fakirhat-headline-1: ফকিরহাট থেকে বাগেরহাট bbox=[329, 466, 481, 483]
story-fakirhat bbox=[287, 464, 524, 760]
tiner-bera-headline-2: মোরেলগঞ্জে ১৬ বছর ধরে বিদ্যালয়ের bbox=[563, 685, 736, 725]
jump-body bbox=[1219, 1691, 1505, 1737]
paragraph: প্রযুক্তির দ্রুত অগ্রগতি ও চতুর্থ শিল্পবিপ্লবের প্রেক্ষাপটে শ্রমবাজারে নতুন চ্যালেঞ্জ তৈরি হয়েছে। দক্ষতা উন্নয়ন ও পুনঃপ্রশিক্ষণের মাধ্যমে শ্রমিকদের পরিবর্তিত বাস্তবতার সঙ্গে খাপ খাওয়াতে না পারলে বেকারত্ব বাড়বে। তাই কারিগরি শিক্ষা ও বৃত্তিমূলক প্রশিক্ষণে বিনিয়োগ বাড়াতে হবে। bbox=[19, 601, 272, 664]
tiner-bera-body bbox=[532, 760, 769, 1020]
paragraph: লাল পতাকা হাতে নিয়ে দেশে আজো শ্রমজীবী মানুষ রাজপথে নামেন তাদের ন্যায্য দাবি আদায়ের লক্ষ্যে। মে দিবসের এই চেতনা আজো প্রাসঙ্গিক ও গুরুত্বপূর্ণ। bbox=[531, 160, 768, 195]
fakirhat-headline-3: কুড়ি স্পোর্টস অংশগ্রহণ bbox=[287, 511, 524, 537]
jump-headline: হরমুজের নাম 'ট্রাম্প' bbox=[619, 1762, 904, 1784]
paragraph: সরেজমিনে দেখা যায়, বিদ্যালয়ের দ্বিতল ভবনের নিচতলার তিনটি কক্ষে পুলিশ সদস্যরা অবস্থান করছেন। বাকি কক্ষগুলোতে টিনের পার্টিশন দিয়ে একাধিক শ্রেণির ক্লাস একসঙ্গে নেওয়া হচ্ছে। bbox=[531, 806, 768, 838]
jump-body bbox=[619, 2014, 904, 2036]
paragraph: বাগেরহাট প্রতিনিধি: বাগেরহাট জেলার বিভিন্ন শিক্ষা প্রতিষ্ঠান থেকে ১১৬ জন শিক্ষার্থী নতুন কুড়ি স্পোর্টস-২০২৬ এ অংশগ্রহণ করতে যাচ্ছে। জেলা শিক্ষা অফিস সূত্রে এ তথ্য জানা গেছে। bbox=[287, 541, 524, 572]
paragraph: তাদের পুনর্বাসন ও বিকল্প কর্মসংস্থানের ব্যবস্থা করা না গেলে সামাজিক সংকট আরও ঘনীভূত হবে। সরকারের পাশাপাশি বেসরকারি খাতকেও এ বিষয়ে এগিয়ে আসতে হবে। bbox=[19, 1980, 304, 2000]
paragraph: অভিযানে ফিটনেসবিহীন যানবাহন, লাইসেন্সবিহীন চালক ও অতিরিক্ত ভাড়া আদায়ের অভিযোগে বহু মামলা হয়েছে। জরিমানা আদায় হয়েছে কয়েক লাখ টাকা। bbox=[919, 1726, 1204, 1747]
lead-headline: ঐতিহাসিক মহান মে দিবস bbox=[562, 59, 956, 104]
paragraph: স্থানীয় অভিভাবকরা ক্ষোভ প্রকাশ করে বলেন, শিশুদের শিক্ষার পরিবেশ নিশ্চিত করা রাষ্ট্রের দায়িত্ব। দ্রুত পুলিশ ফাঁড়ি সরিয়ে নিয়ে শ্রেণিকক্ষ ফিরিয়ে দেওয়ার দাবি জানান তারা। bbox=[531, 913, 768, 944]
bagerhat-youth-headline-3: নিশ্চিতে এডভোকেসি সভা bbox=[783, 463, 1008, 489]
paragraph: উপকূলীয় অঞ্চলে লবণাক্ততা বৃদ্ধি পাওয়ায় সুপেয় পানির সংকট প্রকট হয়েছে। অনেক পরিবারকে দূর থেকে পানি সংগ্রহ করতে হচ্ছে। bbox=[319, 1859, 604, 1880]
paragraph: মে দিবসের চেতনায় উদ্বুদ্ধ হয়ে শ্রমিকের অধিকার প্রতিষ্ঠায় সবাইকে ঐক্যবদ্ধভাবে কাজ করতে হবে। তবেই সার্থক হবে শিকাগোর শহীদ শ্রমিকদের আত্মত্যাগ। bbox=[783, 353, 1014, 388]
jump-column-4 bbox=[912, 1664, 1212, 2364]
paragraph: জলবায়ু পরিবর্তনের প্রভাবে ঋতুবৈচিত্র্যে পরিবর্তন আসছে বলে মনে করেন পরিবেশবিদরা। বৃষ্টিপাতের ধরন বদলে যাওয়ায় কৃষি উৎপাদনে নেতিবাচক প্রভাব পড়ছে। bbox=[319, 1834, 604, 1855]
jump-body bbox=[19, 1845, 304, 1916]
jump-headline: খুলনা বিভাগে ৪৫ দিনে ২৭০০ bbox=[1219, 1741, 1505, 1763]
masthead bbox=[12, 59, 1516, 137]
paragraph: খুলনা বিভাগে গত ৪৫ দিনে ২ হাজার ৭০০ টিরও বেশি মামলা নিষ্পত্তি হয়েছে বলে জানা গেছে। বিচার বিভাগের কর্মকর্তারা এ তথ্য নিশ্চিত করেছেন। bbox=[1219, 1766, 1505, 1786]
paragraph: করাখানায় অগ্নিকাণ্ড, ভবন ধ্বসসহ অন্যান্য দুর্ঘটনায় শত শত শ্রমিকের প্রাণহানির ঘটনা ঘটেছে। অনুরূপভাবে বিভিন্ন সময়ে সড়ক দুর্ঘটনা, লঞ্চডুবি, নৌযান দুর্ঘটনায় শ্রমজীবী মানুষের প্রাণহানি ঘটেছে। bbox=[1021, 160, 1252, 195]
jump-headline: হঠাৎ কেন আলোচনায় জঙ্গি bbox=[1219, 1664, 1505, 1687]
